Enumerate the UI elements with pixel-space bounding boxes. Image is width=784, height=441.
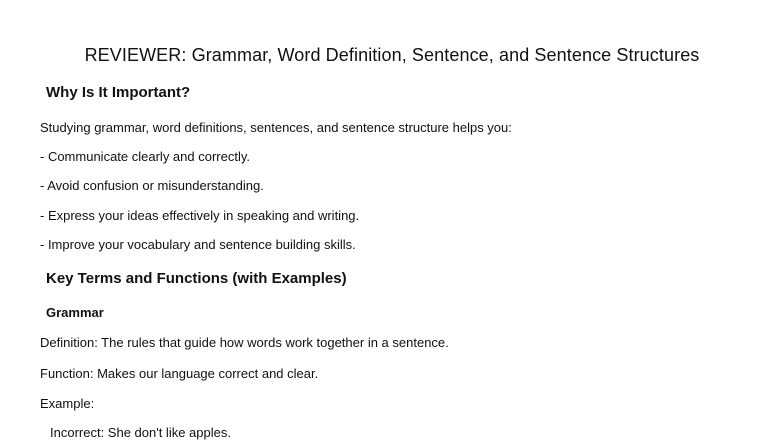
grammar-function: Function: Makes our language correct and clear. [40, 366, 319, 381]
why-intro-text: Studying grammar, word definitions, sentences, and sentence structure helps you: [40, 120, 512, 135]
why-point-3: - Express your ideas effectively in speaking and writing. [40, 208, 360, 223]
why-point-2: - Avoid confusion or misunderstanding. [40, 178, 264, 193]
section-heading-key-terms: Key Terms and Functions (with Examples) [46, 270, 347, 287]
grammar-example-incorrect: Incorrect: She don't like apples. [50, 425, 231, 440]
section-heading-why: Why Is It Important? [46, 84, 191, 101]
why-point-4: - Improve your vocabulary and sentence building skills. [40, 237, 356, 252]
grammar-definition: Definition: The rules that guide how words work together in a sentence. [40, 335, 449, 350]
grammar-example-label: Example: [40, 396, 95, 411]
subheading-grammar: Grammar [46, 305, 104, 320]
page-title: REVIEWER: Grammar, Word Definition, Sentence, and Sentence Structures [84, 45, 700, 65]
why-point-1: - Communicate clearly and correctly. [40, 149, 250, 164]
